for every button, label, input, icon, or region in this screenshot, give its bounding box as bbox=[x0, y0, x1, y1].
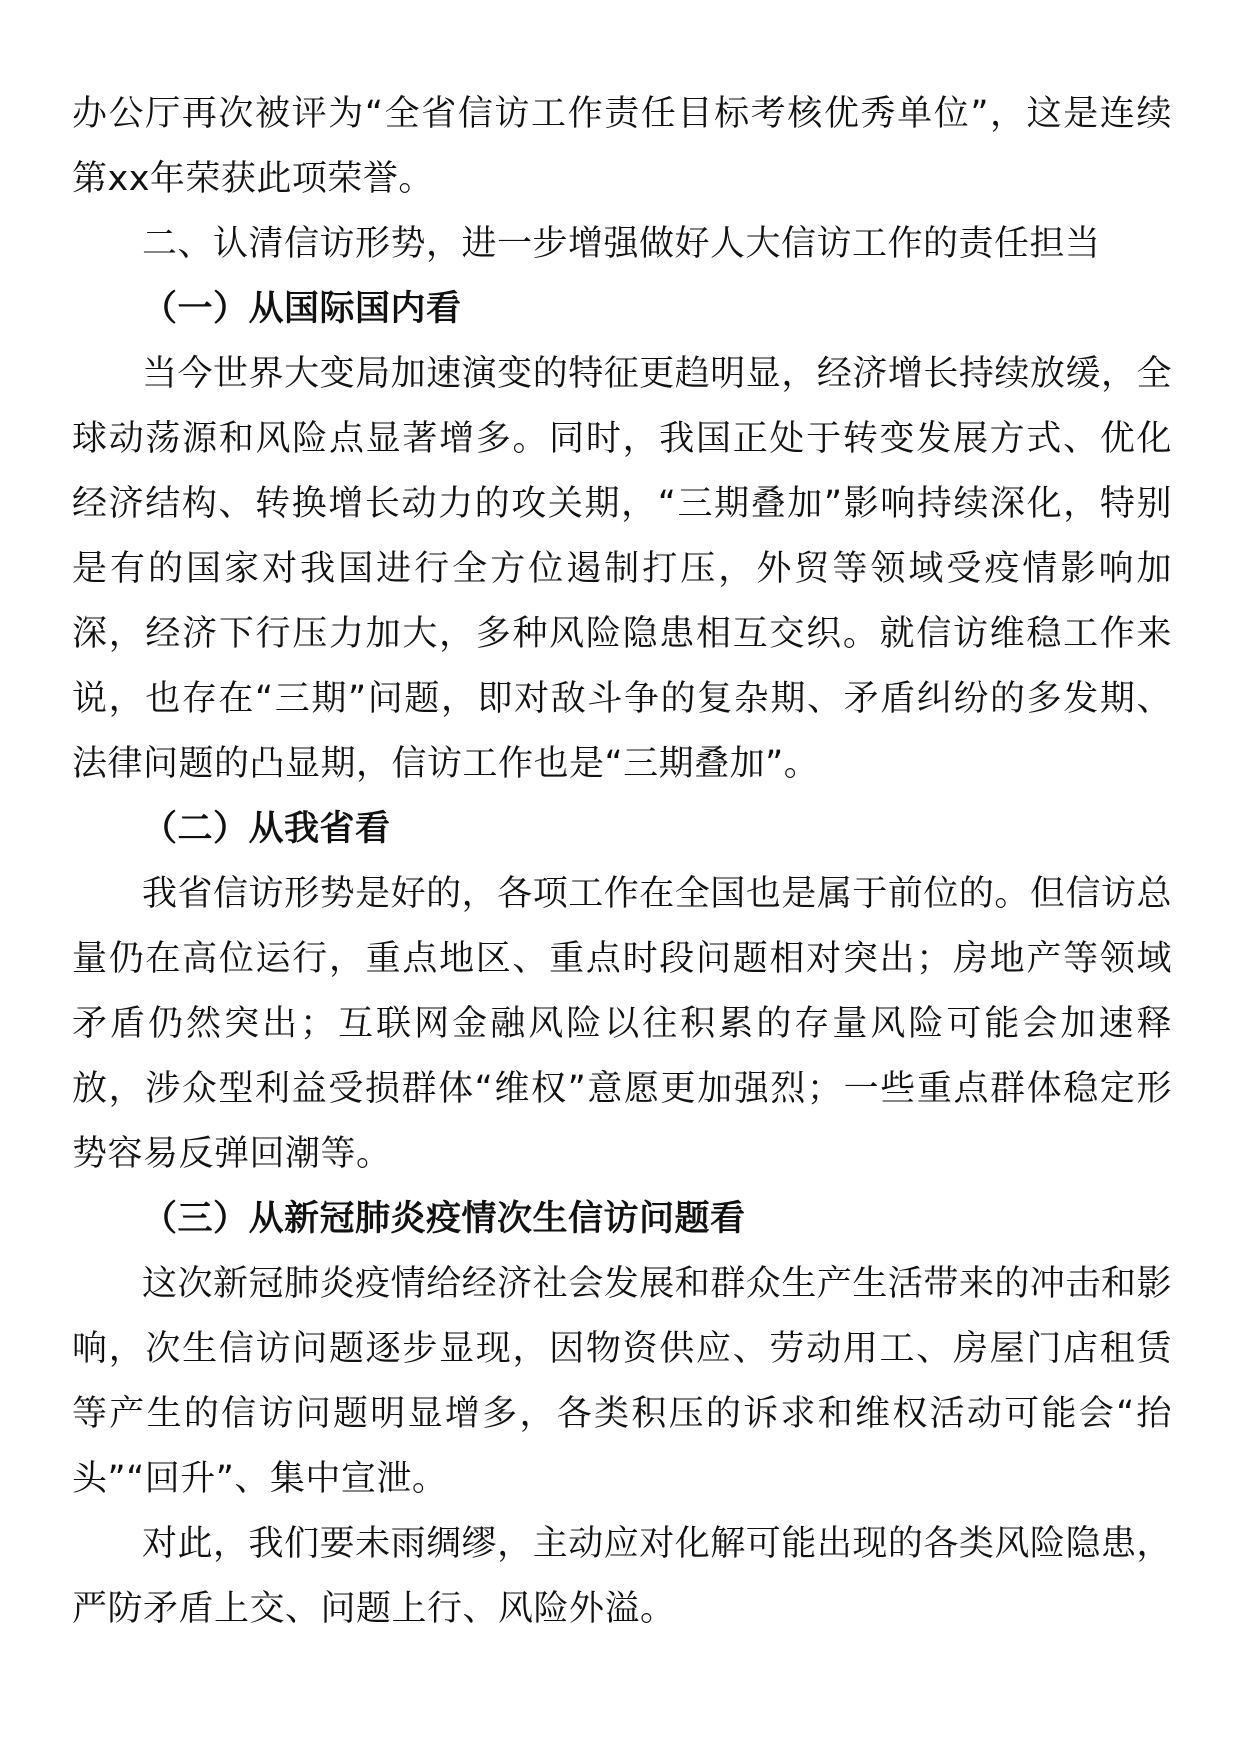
subsection-heading-1: （一）从国际国内看 bbox=[142, 289, 462, 329]
subsection-heading-2: （二）从我省看 bbox=[142, 809, 391, 849]
closing-paragraph: 对此，我们要未雨绸缪，主动应对化解可能出现的各类风险隐患，严防矛盾上交、问题上行、风险外溢。 bbox=[72, 1524, 1172, 1629]
paragraph-epidemic: 这次新冠肺炎疫情给经济社会发展和群众生产生活带来的冲击和影响，次生信访问题逐步显现，因物资供应、劳动用工、房屋门店租赁等产生的信访问题明显增多，各类积压的诉求和维权活动可能会“抬头”“回升”、集中宣泄。 bbox=[72, 1264, 1172, 1499]
paragraph-province: 我省信访形势是好的，各项工作在全国也是属于前位的。但信访总量仍在高位运行，重点地区、重点时段问题相对突出；房地产等领域矛盾仍然突出；互联网金融风险以往积累的存量风险可能会加速释放，涉众型利益受损群体“维权”意愿更加强烈；一些重点群体稳定形势容易反弹回潮等。 bbox=[72, 874, 1172, 1174]
paragraph-international-domestic: 当今世界大变局加速演变的特征更趋明显，经济增长持续放缓，全球动荡源和风险点显著增多。同时，我国正处于转变发展方式、优化经济结构、转换增长动力的攻关期，“三期叠加”影响持续深化，特别是有的国家对我国进行全方位遏制打压，外贸等领域受疫情影响加深，经济下行压力加大，多种风险隐患相互交织。就信访维稳工作来说，也存在“三期”问题，即对敌斗争的复杂期、矛盾纠纷的多发期、法律问题的凸显期，信访工作也是“三期叠加”。 bbox=[72, 354, 1172, 784]
continuation-paragraph: 办公厅再次被评为“全省信访工作责任目标考核优秀单位”，这是连续第xx年荣获此项荣誉。 bbox=[72, 94, 1172, 199]
section-heading: 二、认清信访形势，进一步增强做好人大信访工作的责任担当 bbox=[142, 224, 1101, 264]
subsection-heading-3: （三）从新冠肺炎疫情次生信访问题看 bbox=[142, 1199, 746, 1239]
document-page bbox=[72, 82, 1172, 1642]
